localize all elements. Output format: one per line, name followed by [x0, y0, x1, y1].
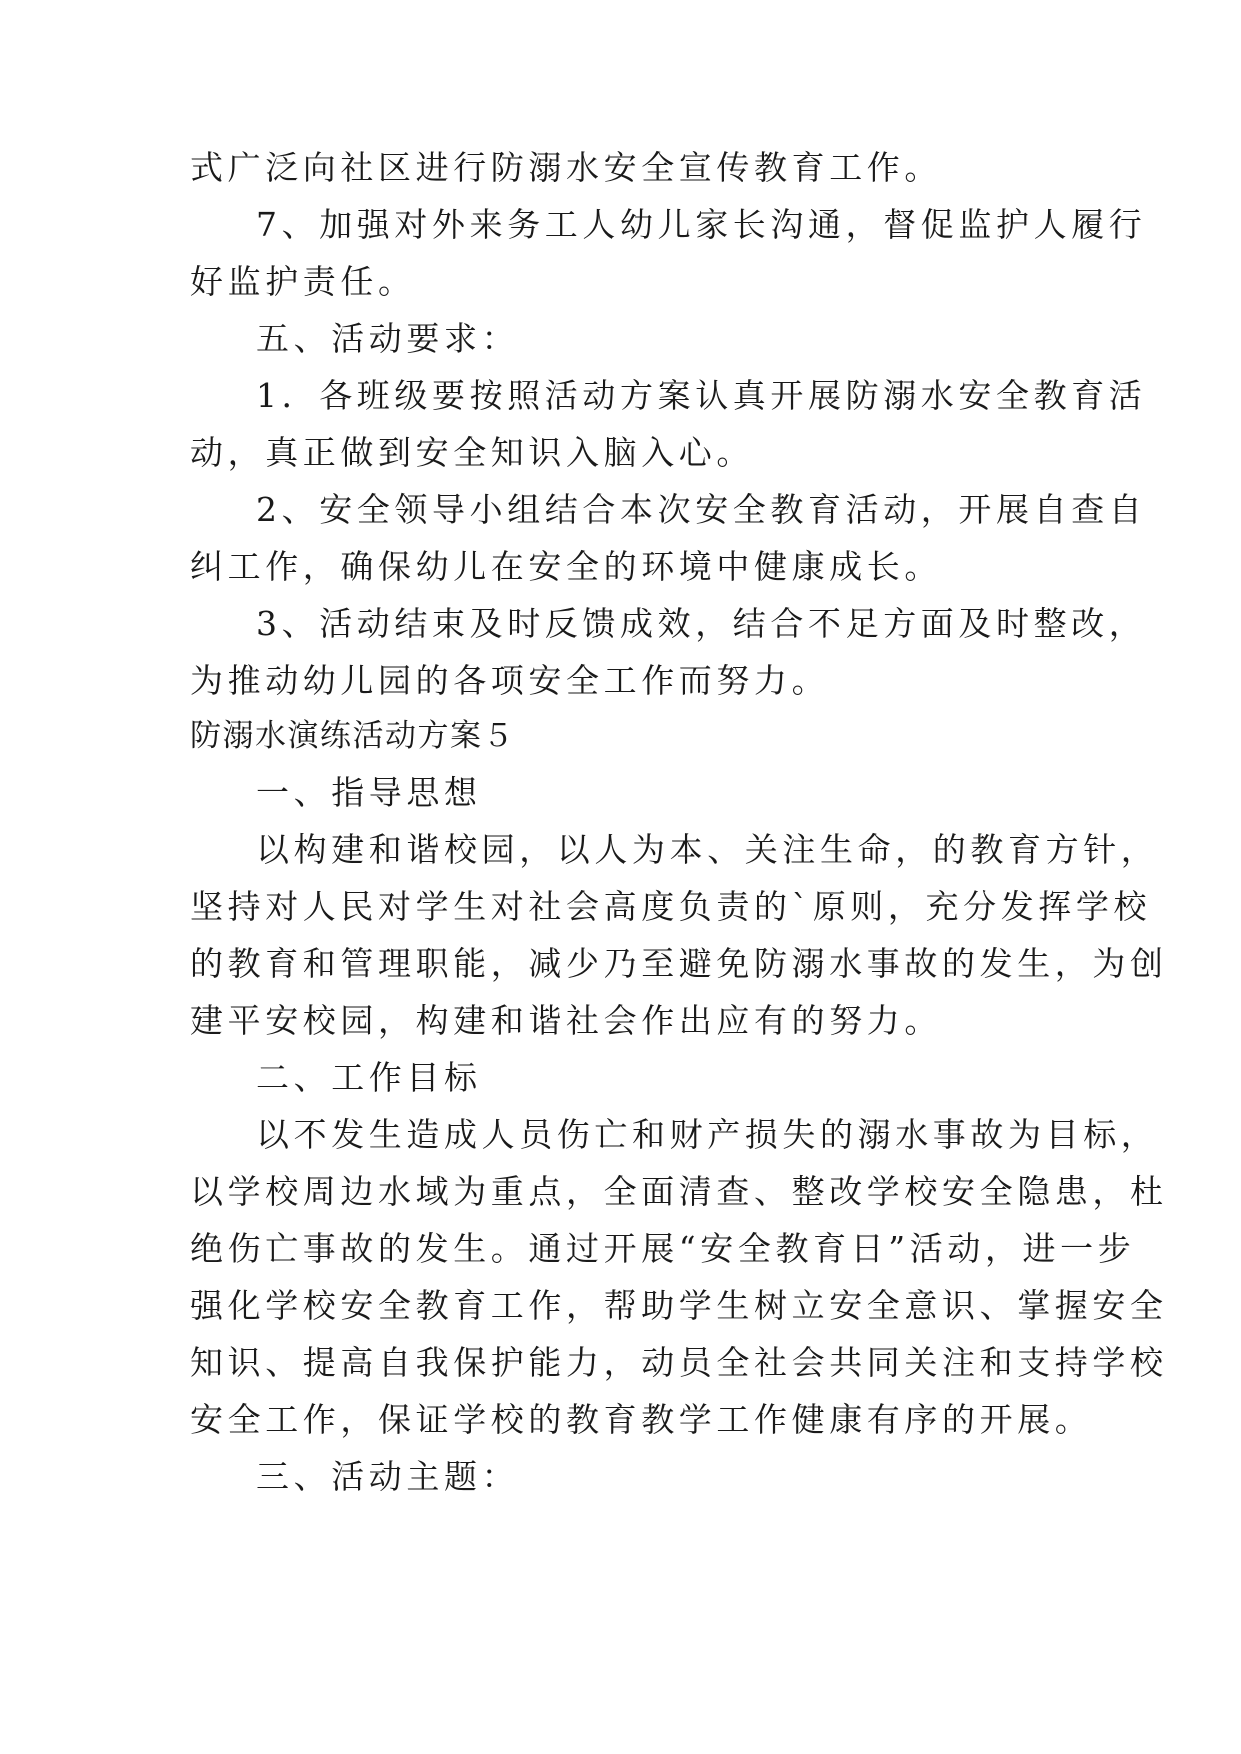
text-line: 建平安校园，构建和谐社会作出应有的努力。	[190, 1001, 942, 1040]
text-line: 以学校周边水域为重点，全面清查、整改学校安全隐患，杜	[190, 1172, 1168, 1211]
text-line: 1．各班级要按照活动方案认真开展防溺水安全教育活	[256, 376, 1147, 415]
section-heading: 二、工作目标	[256, 1058, 482, 1097]
text-line: 式广泛向社区进行防溺水安全宣传教育工作。	[190, 148, 942, 187]
text-line: 知识、提高自我保护能力，动员全社会共同关注和支持学校	[190, 1343, 1168, 1382]
text-line: 安全工作，保证学校的教育教学工作健康有序的开展。	[190, 1400, 1093, 1439]
section-heading: 一、指导思想	[256, 773, 482, 812]
text-line: 的教育和管理职能，减少乃至避免防溺水事故的发生，为创	[190, 944, 1168, 983]
text-line: 好监护责任。	[190, 262, 416, 301]
text-line: 动，真正做到安全知识入脑入心。	[190, 433, 754, 472]
text-line: 7、加强对外来务工人幼儿家长沟通，督促监护人履行	[256, 205, 1147, 244]
text-line: 2、安全领导小组结合本次安全教育活动，开展自查自	[256, 490, 1147, 529]
text-line: 以构建和谐校园，以人为本、关注生命，的教育方针，	[256, 830, 1159, 869]
text-line: 坚持对人民对学生对社会高度负责的`原则，充分发挥学校	[190, 887, 1152, 926]
text-line: 绝伤亡事故的发生。通过开展“安全教育日”活动，进一步	[190, 1229, 1136, 1268]
text-line: 纠工作，确保幼儿在安全的环境中健康成长。	[190, 547, 942, 586]
text-line: 以不发生造成人员伤亡和财产损失的溺水事故为目标，	[256, 1115, 1159, 1154]
document-title: 防溺水演练活动方案５	[190, 718, 515, 754]
text-line: 强化学校安全教育工作，帮助学生树立安全意识、掌握安全	[190, 1286, 1168, 1325]
section-heading: 三、活动主题：	[256, 1457, 520, 1496]
text-line: 为推动幼儿园的各项安全工作而努力。	[190, 661, 830, 700]
section-heading: 五、活动要求：	[256, 319, 520, 358]
text-line: 3、活动结束及时反馈成效，结合不足方面及时整改，	[256, 604, 1147, 643]
